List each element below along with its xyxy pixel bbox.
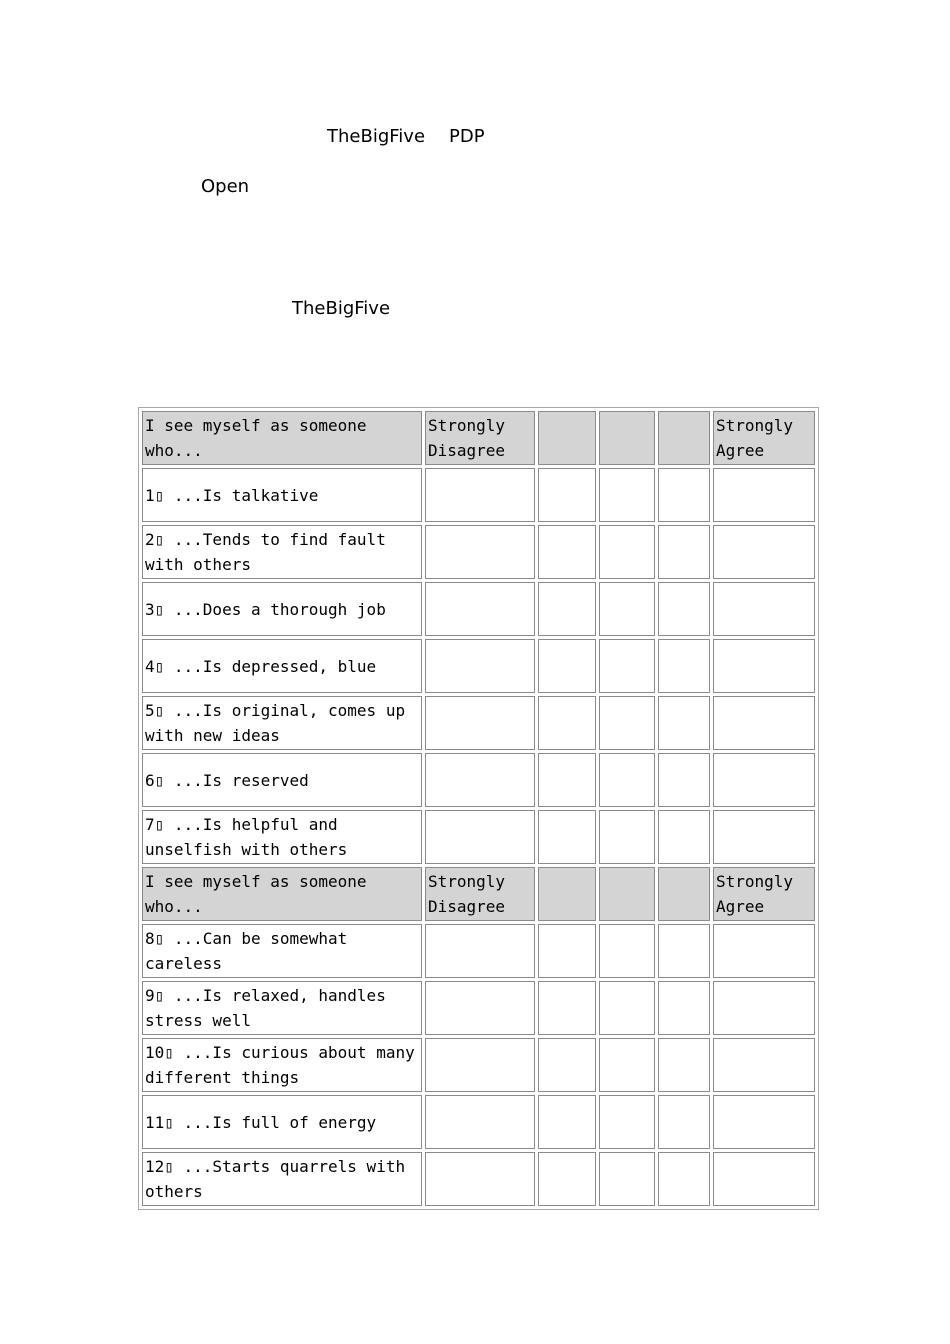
prompt-header: I see myself as someone who... (142, 867, 422, 921)
survey-item-row (142, 924, 815, 978)
survey-item-row (142, 810, 815, 864)
survey-item-row (142, 639, 815, 693)
rating-cell-3[interactable] (599, 753, 655, 807)
rating-cell-4[interactable] (658, 753, 710, 807)
rating-cell-4[interactable] (658, 810, 710, 864)
strongly-disagree-header: Strongly Disagree (425, 411, 535, 465)
rating-cell-4[interactable] (658, 981, 710, 1035)
rating-cell-3[interactable] (599, 924, 655, 978)
rating-cell-4[interactable] (658, 924, 710, 978)
rating-cell-1[interactable] (425, 468, 535, 522)
rating-cell-5[interactable] (713, 696, 815, 750)
survey-item-row (142, 525, 815, 579)
rating-cell-2[interactable] (538, 753, 596, 807)
personality-survey-table (138, 407, 819, 1210)
strongly-disagree-header: Strongly Disagree (425, 867, 535, 921)
blank-header (538, 411, 596, 465)
rating-cell-2[interactable] (538, 981, 596, 1035)
rating-cell-1[interactable] (425, 981, 535, 1035)
blank-header (658, 411, 710, 465)
rating-cell-1[interactable] (425, 753, 535, 807)
blank-header (599, 867, 655, 921)
survey-item-statement: 6▯ ...Is reserved (142, 753, 422, 807)
rating-cell-3[interactable] (599, 468, 655, 522)
title-line (327, 126, 485, 147)
strongly-agree-header: Strongly Agree (713, 867, 815, 921)
survey-item-row (142, 582, 815, 636)
open-label: Open (201, 176, 250, 197)
rating-cell-2[interactable] (538, 1095, 596, 1149)
blank-header (599, 411, 655, 465)
rating-cell-3[interactable] (599, 1038, 655, 1092)
rating-cell-5[interactable] (713, 1152, 815, 1206)
bigfive-subtitle: TheBigFive (292, 298, 391, 319)
survey-item-statement: 9▯ ...Is relaxed, handles stress well (142, 981, 422, 1035)
survey-item-row (142, 1038, 815, 1092)
rating-cell-4[interactable] (658, 1038, 710, 1092)
survey-item-row (142, 981, 815, 1035)
rating-cell-2[interactable] (538, 468, 596, 522)
rating-cell-4[interactable] (658, 525, 710, 579)
rating-cell-5[interactable] (713, 810, 815, 864)
rating-cell-4[interactable] (658, 582, 710, 636)
rating-cell-2[interactable] (538, 525, 596, 579)
rating-cell-1[interactable] (425, 696, 535, 750)
rating-cell-1[interactable] (425, 1038, 535, 1092)
survey-item-row (142, 1152, 815, 1206)
rating-cell-3[interactable] (599, 696, 655, 750)
blank-header (538, 867, 596, 921)
header-row (142, 411, 815, 465)
rating-cell-3[interactable] (599, 525, 655, 579)
survey-item-statement: 3▯ ...Does a thorough job (142, 582, 422, 636)
rating-cell-3[interactable] (599, 639, 655, 693)
strongly-agree-header: Strongly Agree (713, 411, 815, 465)
rating-cell-4[interactable] (658, 696, 710, 750)
rating-cell-5[interactable] (713, 981, 815, 1035)
rating-cell-1[interactable] (425, 810, 535, 864)
survey-item-row (142, 1095, 815, 1149)
rating-cell-1[interactable] (425, 525, 535, 579)
survey-item-statement: 10▯ ...Is curious about many different things (142, 1038, 422, 1092)
rating-cell-3[interactable] (599, 981, 655, 1035)
rating-cell-5[interactable] (713, 753, 815, 807)
rating-cell-5[interactable] (713, 639, 815, 693)
survey-item-row (142, 696, 815, 750)
rating-cell-4[interactable] (658, 1095, 710, 1149)
header-row (142, 867, 815, 921)
rating-cell-1[interactable] (425, 639, 535, 693)
survey-item-statement: 1▯ ...Is talkative (142, 468, 422, 522)
rating-cell-2[interactable] (538, 582, 596, 636)
rating-cell-1[interactable] (425, 1095, 535, 1149)
rating-cell-5[interactable] (713, 1095, 815, 1149)
title-pdp: PDP (449, 126, 485, 147)
blank-header (658, 867, 710, 921)
rating-cell-3[interactable] (599, 1152, 655, 1206)
rating-cell-3[interactable] (599, 810, 655, 864)
survey-item-row (142, 468, 815, 522)
rating-cell-5[interactable] (713, 582, 815, 636)
rating-cell-4[interactable] (658, 1152, 710, 1206)
rating-cell-5[interactable] (713, 468, 815, 522)
rating-cell-4[interactable] (658, 639, 710, 693)
survey-item-statement: 12▯ ...Starts quarrels with others (142, 1152, 422, 1206)
survey-item-statement: 7▯ ...Is helpful and unselfish with others (142, 810, 422, 864)
title-bigfive: TheBigFive (327, 126, 426, 147)
rating-cell-1[interactable] (425, 924, 535, 978)
rating-cell-2[interactable] (538, 810, 596, 864)
survey-item-statement: 2▯ ...Tends to find fault with others (142, 525, 422, 579)
rating-cell-2[interactable] (538, 1152, 596, 1206)
rating-cell-5[interactable] (713, 525, 815, 579)
survey-item-row (142, 753, 815, 807)
rating-cell-4[interactable] (658, 468, 710, 522)
rating-cell-2[interactable] (538, 639, 596, 693)
rating-cell-1[interactable] (425, 582, 535, 636)
survey-item-statement: 4▯ ...Is depressed, blue (142, 639, 422, 693)
prompt-header: I see myself as someone who... (142, 411, 422, 465)
survey-item-statement: 8▯ ...Can be somewhat careless (142, 924, 422, 978)
rating-cell-2[interactable] (538, 696, 596, 750)
rating-cell-5[interactable] (713, 924, 815, 978)
survey-item-statement: 5▯ ...Is original, comes up with new ideas (142, 696, 422, 750)
rating-cell-5[interactable] (713, 1038, 815, 1092)
rating-cell-3[interactable] (599, 1095, 655, 1149)
rating-cell-3[interactable] (599, 582, 655, 636)
rating-cell-1[interactable] (425, 1152, 535, 1206)
rating-cell-2[interactable] (538, 924, 596, 978)
survey-item-statement: 11▯ ...Is full of energy (142, 1095, 422, 1149)
rating-cell-2[interactable] (538, 1038, 596, 1092)
